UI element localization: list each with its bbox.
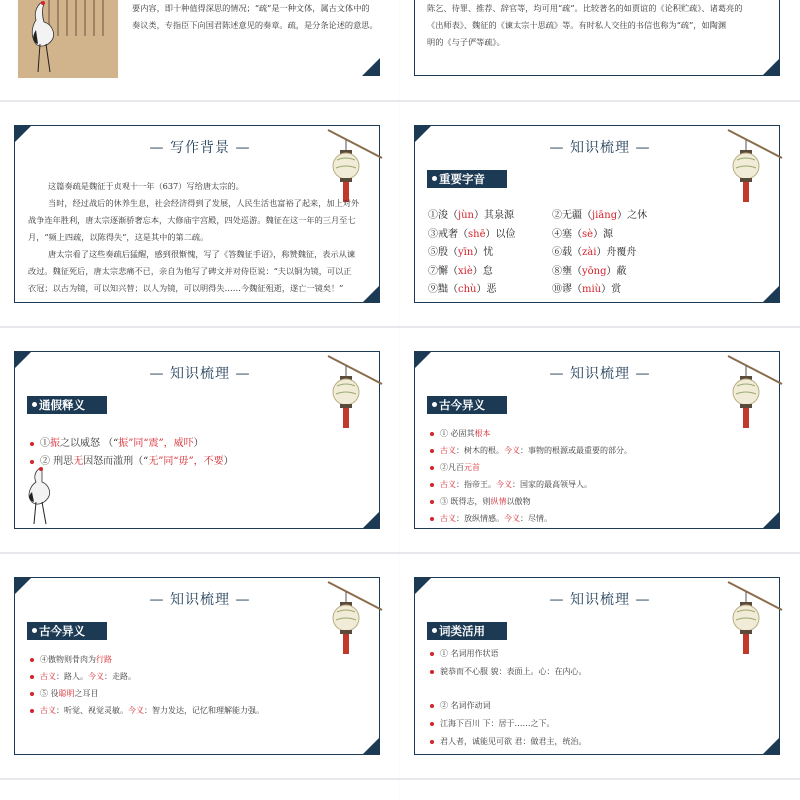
pronunciation-item (428, 206, 514, 221)
corner-triangle (362, 58, 380, 76)
item-word: ）之休 (617, 210, 648, 221)
item-number: ⑤ (428, 247, 438, 258)
sentence-text: ④傲物则骨肉为 (40, 655, 96, 664)
item-number: ⑧ (552, 265, 562, 277)
item-word: 无疆（ (562, 210, 592, 221)
usage-text: 名词用作状语 (450, 649, 499, 658)
text-line: 《出师表》、魏征的《谏太宗十思疏》等。有时私人交往的书信也称为“疏”，如陶渊 (427, 20, 727, 30)
corner-triangle (762, 285, 780, 303)
pronunciation-item (552, 262, 627, 277)
bullet-dot (30, 709, 34, 713)
label-ancient: 古义 (440, 480, 456, 489)
usage-line (430, 736, 587, 747)
keyword-text: 聪明 (58, 689, 75, 698)
usage-line (430, 648, 499, 659)
corner-triangle (362, 737, 380, 755)
slide-title: — 知识梳理 — (149, 592, 251, 608)
item-word: ）蔽 (606, 265, 627, 277)
lantern-icon (720, 354, 784, 434)
paragraph-line: 战争连年胜利，唐太宗逐渐骄奢忘本，大修庙宇宫殿，四处巡游。魏征在这一年的三月至七 (28, 215, 356, 225)
item-number: ⑥ (552, 247, 562, 258)
bullet-dot (430, 483, 434, 487)
lantern-icon (720, 580, 784, 660)
slide-2[interactable] (400, 0, 800, 100)
text-line: 陈乞、待罪、推荐、辞官等，均可用“疏”。比较著名的如贾谊的《论积贮疏》、诸葛亮的 (427, 3, 743, 13)
pinyin-text: shē (468, 228, 486, 240)
item-word: ）赏 (601, 284, 622, 295)
keyword-text: 行路 (96, 655, 112, 664)
paragraph-line: 当时，经过战后的休养生息，社会经济得到了发展，人民生活也富裕了起来，加上对外 (48, 198, 360, 208)
pinyin-text: miù (582, 284, 602, 295)
slide-6[interactable] (400, 328, 800, 552)
item-word: 黜（ (438, 284, 458, 295)
meaning-text: ：指帝王。 (456, 480, 496, 489)
usage-text: 君人者，诚能见可欲 君：做君主，统治。 (440, 737, 587, 746)
item-number: ⑩ (552, 284, 562, 295)
paragraph-line: 这篇奏疏是魏征于贞观十一年（637）写给唐太宗的。 (48, 181, 244, 191)
usage-line (430, 666, 587, 677)
slide-title: — 知识梳理 — (549, 366, 651, 382)
section-tag: 古今异义 (27, 622, 107, 640)
bullet-dot (30, 460, 34, 464)
item-word: 塞（ (562, 228, 582, 240)
meaning-text: ：听觉、视觉灵敏。 (56, 706, 128, 715)
text-line: 要内容，即十种值得深思的情况；“疏”是一种文体，属古文体中的 (132, 3, 370, 13)
variant-line-2: ② 刑思无因怒而滥刑（“无”同“毋”，不要） (30, 452, 234, 467)
meaning-text: ：树木的根。 (456, 446, 504, 455)
paragraph-line: 衣冠；以古为镜，可以知兴替；以人为镜，可以明得失……今魏征殂逝，遂亡一镜矣！” (28, 283, 344, 293)
pronunciation-item (552, 206, 647, 221)
slide-title: — 知识梳理 — (549, 592, 651, 608)
bullet-dot (430, 704, 434, 708)
label-modern: 今义 (504, 514, 520, 523)
item-word: ）源 (593, 228, 614, 240)
slide-7[interactable] (0, 554, 400, 778)
bullet-dot (430, 670, 434, 674)
slide-3[interactable] (0, 102, 400, 326)
item-number: ① (440, 649, 451, 658)
corner-triangle (362, 511, 380, 529)
meaning-text: ：路人。 (56, 672, 88, 681)
meaning-line (430, 479, 592, 490)
meaning-line (430, 428, 491, 439)
item-word: 戒奢（ (438, 228, 468, 240)
item-number: ③ (428, 228, 438, 240)
item-word: ）怠 (472, 265, 493, 277)
meaning-text: ：尽情。 (520, 514, 552, 523)
bullet-dot (430, 466, 434, 470)
sentence-text: 之耳目 (74, 689, 99, 698)
pinyin-text: jiāng (592, 210, 618, 221)
label-modern: 今义 (504, 446, 520, 455)
corner-triangle (762, 737, 780, 755)
bullet-dot (430, 722, 434, 726)
keyword-text: 根本 (474, 429, 491, 438)
item-word: 谬（ (562, 284, 582, 295)
sentence-text: ②凡百 (440, 463, 464, 472)
corner-triangle (762, 511, 780, 529)
label-modern: 今义 (88, 672, 104, 681)
lantern-icon (320, 580, 384, 660)
meaning-line (30, 671, 136, 682)
meaning-line (30, 688, 99, 699)
meaning-text: ：走路。 (104, 672, 136, 681)
item-word: ）舟覆舟 (596, 247, 637, 258)
item-word: ）恶 (476, 284, 497, 295)
item-word: 壅（ (562, 265, 582, 277)
bullet-dot (430, 740, 434, 744)
pronunciation-item (552, 225, 613, 240)
bullet-dot (30, 675, 34, 679)
keyword-text: 纵情 (490, 497, 507, 506)
item-word: ）忧 (473, 247, 494, 258)
item-number: ④ (552, 228, 562, 240)
meaning-text: ：智力发达，记忆和理解能力强。 (144, 706, 264, 715)
slide-title: — 写作背景 — (149, 140, 251, 156)
meaning-text: ：事物的根源或最重要的部分。 (520, 446, 632, 455)
item-word: ）其泉源 (473, 210, 514, 221)
corner-triangle (362, 285, 380, 303)
bullet-dot (30, 442, 34, 446)
variant-line-1: ①振之以威怒 （“振”同“震”，威吓） (30, 434, 204, 449)
meaning-line (430, 445, 632, 456)
item-word: 殷（ (438, 247, 458, 258)
bullet-dot (430, 449, 434, 453)
text-line: 明的《与子俨等疏》。 (427, 37, 505, 47)
text-line: 奏议类，专指臣下向国君陈述意见的奏章。疏，是分条论述的意思。 (132, 20, 378, 30)
usage-text: 江海下百川 下：居于……之下。 (440, 719, 555, 728)
bullet-dot (430, 432, 434, 436)
pinyin-text: xiè (458, 265, 473, 277)
crane-illustration (22, 0, 62, 80)
pinyin-text: jùn (458, 210, 474, 221)
crane-illustration (18, 466, 58, 528)
lantern-icon (720, 128, 784, 208)
item-number: ⑨ (428, 284, 438, 295)
item-word: 载（ (562, 247, 582, 258)
slide-8[interactable] (400, 554, 800, 778)
slide-title: — 知识梳理 — (149, 366, 251, 382)
item-number: ② (552, 210, 562, 221)
meaning-line (30, 705, 264, 716)
bullet-dot (30, 692, 34, 696)
paragraph-line: 改过。魏征死后，唐太宗悲痛不已，亲自为他写了碑文并对侍臣说：“夫以铜为镜，可以正 (28, 266, 352, 276)
paragraph-line: 唐太宗看了这些奏疏后猛醒，感到很惭愧，写了《答魏征手诏》，称赞魏征，表示从谏 (48, 249, 356, 259)
pronunciation-item (428, 280, 496, 295)
pinyin-text: chù (458, 284, 477, 295)
bullet-dot (430, 652, 434, 656)
meaning-line (430, 496, 531, 507)
bullet-dot (430, 517, 434, 521)
pronunciation-item (428, 225, 516, 240)
meaning-text: ：放纵情感。 (456, 514, 504, 523)
item-number: ⑦ (428, 265, 438, 277)
pinyin-text: sè (582, 228, 594, 240)
paragraph-line: 月，“频上四疏，以陈得失”，这是其中的第二疏。 (28, 232, 209, 242)
pinyin-text: yōng (582, 265, 607, 277)
slide-10-partial[interactable] (400, 780, 800, 800)
usage-text: 貌恭而不心服 貌：表面上。心：在内心。 (440, 667, 587, 676)
slide-9-partial[interactable] (0, 780, 400, 800)
meaning-line (430, 462, 480, 473)
bullet-dot (430, 500, 434, 504)
label-modern: 今义 (496, 480, 512, 489)
lantern-icon (320, 354, 384, 434)
slide-title: — 知识梳理 — (549, 140, 651, 156)
section-tag: 古今异义 (427, 396, 507, 414)
bullet-dot (30, 658, 34, 662)
label-ancient: 古义 (440, 446, 456, 455)
label-ancient: 古义 (40, 672, 56, 681)
sentence-text: ③ 既得志，则 (440, 497, 491, 506)
meaning-line (430, 513, 552, 524)
pronunciation-item (552, 280, 621, 295)
sentence-text: ⑤ 役 (40, 689, 59, 698)
pinyin-text: yīn (458, 247, 474, 258)
keyword-text: 元首 (464, 463, 480, 472)
item-word: 懈（ (438, 265, 458, 277)
label-ancient: 古义 (40, 706, 56, 715)
pinyin-text: zài (582, 247, 597, 258)
label-modern: 今义 (128, 706, 144, 715)
item-word: 浚（ (438, 210, 458, 221)
label-ancient: 古义 (440, 514, 456, 523)
usage-text: 名词作动词 (450, 701, 491, 710)
meaning-line (30, 654, 112, 665)
pronunciation-item (552, 243, 636, 258)
slide-1[interactable] (0, 0, 400, 100)
sentence-text: 以傲物 (506, 497, 531, 506)
section-tag: 词类活用 (427, 622, 507, 640)
corner-triangle (762, 58, 780, 76)
item-word: ）以俭 (485, 228, 516, 240)
section-tag: 通假释义 (27, 396, 107, 414)
meaning-text: ：国家的最高领导人。 (512, 480, 592, 489)
section-tag: 重要字音 (427, 170, 507, 188)
item-number: ① (428, 210, 438, 221)
pronunciation-item (428, 262, 493, 277)
sentence-text: ① 必固其 (440, 429, 475, 438)
usage-line (430, 700, 491, 711)
slide-4[interactable] (400, 102, 800, 326)
pronunciation-item (428, 243, 493, 258)
slide-5[interactable] (0, 328, 400, 552)
usage-line (430, 718, 555, 729)
item-number: ② (440, 701, 451, 710)
